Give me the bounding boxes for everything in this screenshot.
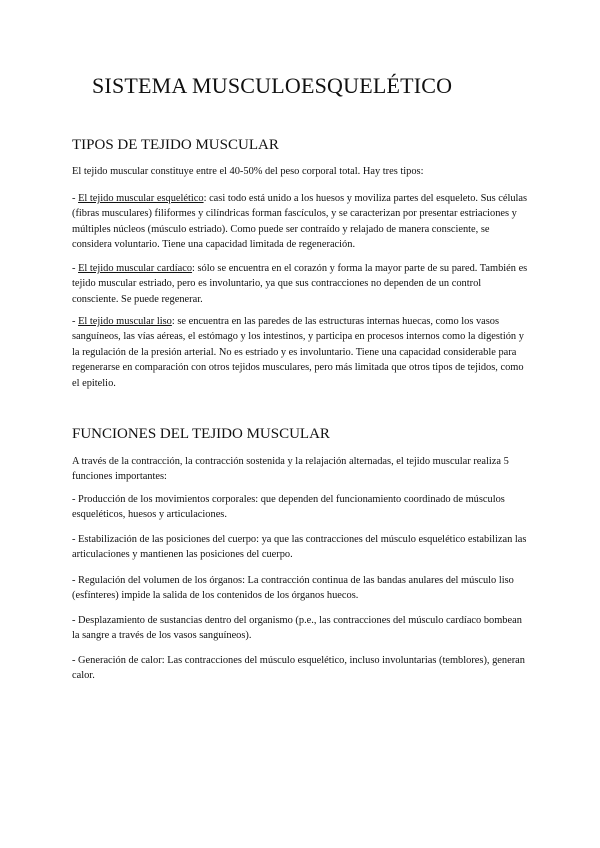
list-prefix: - xyxy=(72,193,79,204)
section-intro-funciones: A través de la contracción, la contracción sostenida y la relajación alternadas, el tejido muscular realiza 5 funciones importantes: xyxy=(72,456,509,483)
muscle-type-name: El tejido muscular liso xyxy=(78,316,172,327)
section-heading-funciones: FUNCIONES DEL TEJIDO MUSCULAR xyxy=(72,426,330,442)
muscle-type-text: : se encuentra en las paredes de las estructuras internas huecas, como los vasos sanguíneos, las vías aéreas, el estómago y los intestinos, y participa en procesos internos como la digestión y la regulación de la presión arterial. No es estriado y es involuntario. Tiene una capacidad considerable para regenerarse en comparación con otros tejidos musculares, pero más limitada que otros tipos de tejidos, como el epitelio. xyxy=(72,316,524,389)
list-prefix: - xyxy=(72,263,79,274)
section-intro-tipos: El tejido muscular constituye entre el 40-50% del peso corporal total. Hay tres tipos: xyxy=(72,166,424,177)
function-item: - Desplazamiento de sustancias dentro del organismo (p.e., las contracciones del músculo cardíaco bombean la sangre a través de los vasos sanguíneos). xyxy=(72,615,522,642)
function-item: - Generación de calor: Las contracciones del músculo esquelético, incluso involuntarias (temblores), generan calor. xyxy=(72,655,525,682)
section-heading-tipos: TIPOS DE TEJIDO MUSCULAR xyxy=(72,137,279,153)
list-prefix: - xyxy=(72,316,79,327)
function-item: - Regulación del volumen de los órganos: La contracción continua de las bandas anulares del músculo liso (esfínteres) impide la salida de los contenidos de los órganos huecos. xyxy=(72,575,514,602)
function-item: - Producción de los movimientos corporales: que dependen del funcionamiento coordinado de músculos esqueléticos, huesos y articulaciones. xyxy=(72,494,505,521)
muscle-type-text: : casi todo está unido a los huesos y moviliza partes del esqueleto. Sus células (fibras musculares) filiformes y cilíndricas forman fascículos, y se caracterizan por presentar estriaciones y múltiples núcleos (músculo estriado). Como puede ser contraído y relajado de manera consciente, se considera voluntario. Tiene una capacidad limitada de regeneración. xyxy=(72,193,528,251)
muscle-type-esqueletico xyxy=(72,191,530,253)
function-item: - Estabilización de las posiciones del cuerpo: ya que las contracciones del músculo esquelético estabilizan las articulaciones y mantienen las posiciones del cuerpo. xyxy=(72,534,527,561)
muscle-type-liso xyxy=(72,314,530,391)
muscle-type-name: El tejido muscular esquelético xyxy=(78,193,204,204)
muscle-type-cardiaco xyxy=(72,261,530,307)
muscle-type-text: : sólo se encuentra en el corazón y forma la mayor parte de su pared. También es tejido muscular estriado, pero es involuntario, ya que sus contracciones no dependen de un control consciente. Se puede regenerar. xyxy=(72,263,528,305)
muscle-type-name: El tejido muscular cardíaco xyxy=(78,263,193,274)
document-title: SISTEMA MUSCULOESQUELÉTICO xyxy=(92,73,453,98)
